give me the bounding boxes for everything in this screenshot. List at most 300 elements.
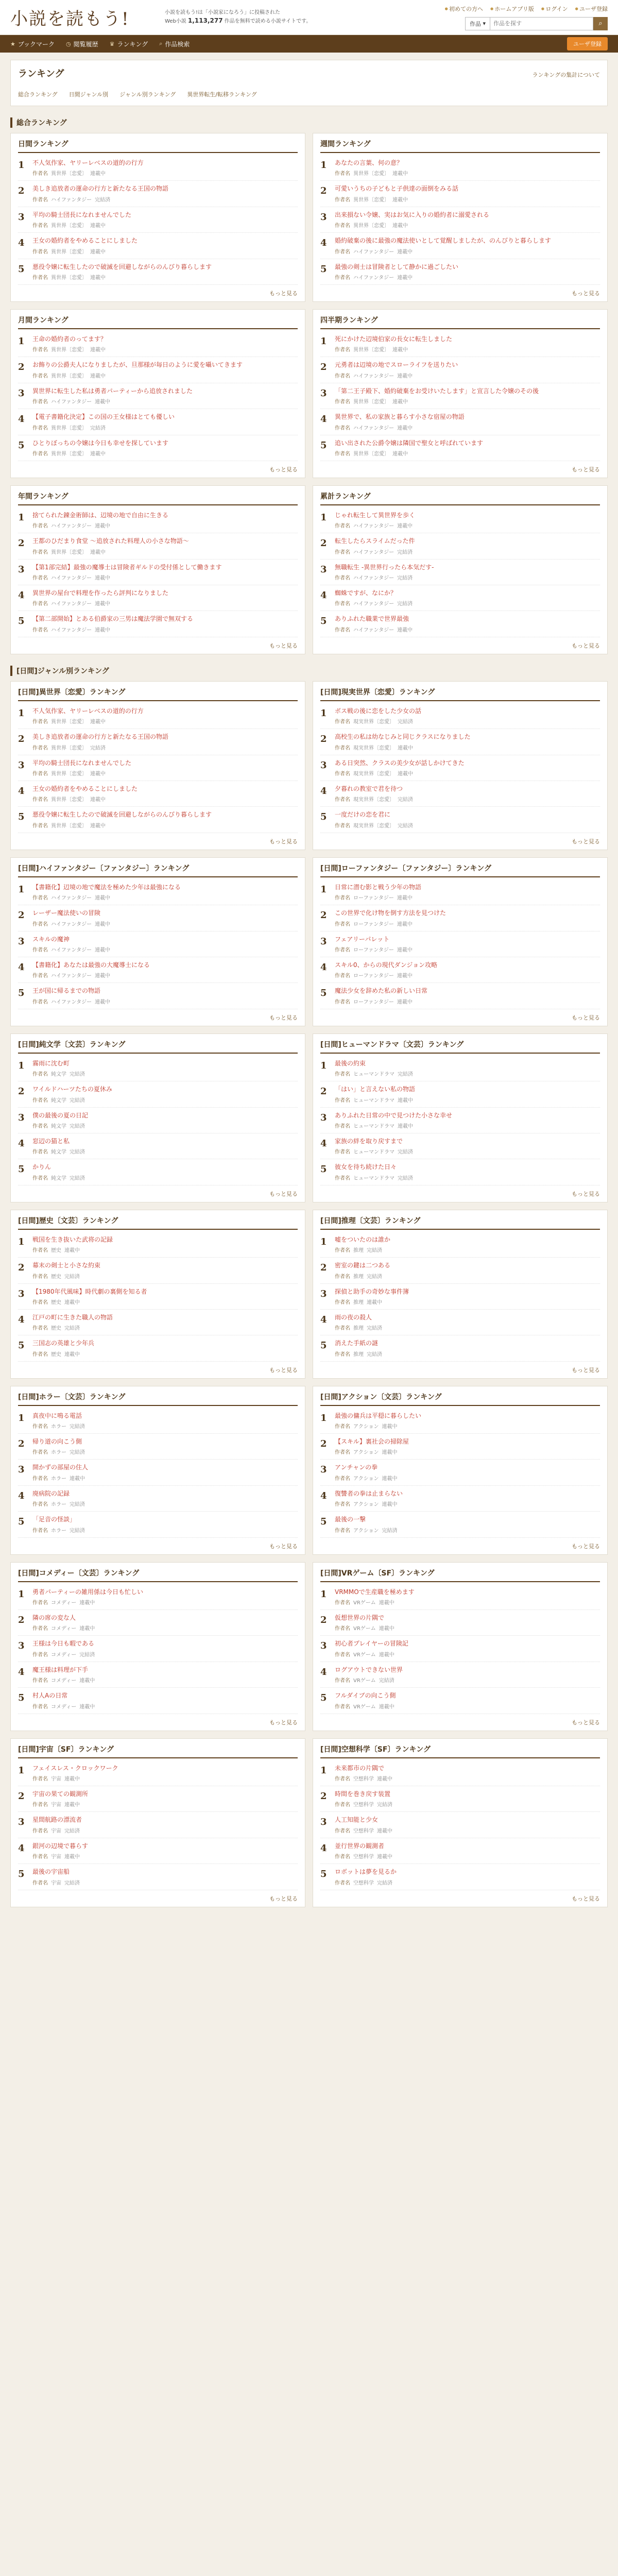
author-link[interactable]: 作者名 — [335, 895, 350, 902]
more-link[interactable]: もっと見る — [269, 642, 298, 649]
tab-overall[interactable]: 総合ランキング — [18, 91, 58, 98]
novel-title-link[interactable]: 江戸の町に生きた職人の物語 — [32, 1313, 113, 1321]
novel-title-link[interactable]: 王命の婚約者のってます？ — [32, 335, 107, 343]
author-link[interactable]: 作者名 — [32, 197, 48, 203]
author-link[interactable]: 作者名 — [335, 249, 350, 255]
more-link[interactable]: もっと見る — [269, 290, 298, 297]
rank-number: 4 — [320, 1138, 327, 1149]
author-link[interactable]: 作者名 — [32, 1351, 48, 1358]
author-link[interactable]: 作者名 — [32, 1424, 48, 1430]
novel-title-link[interactable]: 未来都市の片隅で — [335, 1764, 385, 1772]
author-link[interactable]: 作者名 — [32, 575, 48, 582]
author-link[interactable]: 作者名 — [335, 1248, 350, 1254]
genre-label: コメディー — [51, 1626, 77, 1632]
novel-title-link[interactable]: レーザー魔法使いの冒険 — [32, 909, 101, 917]
novel-meta — [335, 371, 600, 379]
more-link[interactable]: もっと見る — [269, 1190, 298, 1197]
more-link[interactable]: もっと見る — [572, 838, 600, 845]
status-label: 完結済 — [398, 1072, 413, 1078]
more-link[interactable]: もっと見る — [269, 466, 298, 473]
more-link[interactable]: もっと見る — [572, 466, 600, 473]
author-link[interactable]: 作者名 — [32, 1175, 48, 1181]
author-link[interactable]: 作者名 — [335, 823, 350, 829]
novel-title-link[interactable]: 魔王様は料理が下手 — [32, 1666, 89, 1673]
author-link[interactable]: 作者名 — [335, 1351, 350, 1358]
novel-title-link[interactable]: 王様は今日も暇である — [32, 1640, 95, 1648]
author-link[interactable]: 作者名 — [335, 171, 350, 177]
about-ranking-link[interactable]: ランキングの集計について — [532, 72, 600, 78]
author-link[interactable]: 作者名 — [32, 999, 48, 1005]
genre-label: コメディー — [51, 1678, 77, 1684]
novel-title-link[interactable]: 僕の最後の夏の日記 — [32, 1111, 89, 1119]
nav-bookmark[interactable]: ★ ブックマーク — [10, 40, 55, 48]
author-link[interactable]: 作者名 — [335, 1149, 350, 1156]
author-link[interactable]: 作者名 — [32, 1528, 48, 1534]
novel-title-link[interactable]: アンチャンの拳 — [335, 1464, 378, 1471]
ranking-item — [320, 1434, 600, 1460]
novel-title-link[interactable]: 並行世界の観測者 — [335, 1842, 385, 1850]
novel-title-link[interactable]: お飾りの公爵夫人になりましたが、旦那様が毎日のように愛を囁いてきます — [32, 361, 243, 369]
more-link[interactable]: もっと見る — [269, 1719, 298, 1726]
author-link[interactable]: 作者名 — [32, 249, 48, 255]
author-link[interactable]: 作者名 — [32, 745, 48, 751]
novel-title-link[interactable]: 可愛いうちの子どもと子供達の面倒をみる話 — [335, 185, 459, 193]
user-register-button[interactable]: ユーザ登録 — [567, 37, 608, 50]
ranking-item — [18, 1512, 298, 1537]
author-link[interactable]: 作者名 — [32, 1776, 48, 1782]
novel-title-link[interactable]: 彼女を待ち続けた日々 — [335, 1163, 397, 1171]
ranking-item — [18, 1133, 298, 1159]
novel-meta — [32, 1174, 298, 1181]
author-link[interactable]: 作者名 — [32, 947, 48, 953]
novel-title-link[interactable]: 異世界の屋台で料理を作ったら評判になりました — [32, 589, 169, 597]
novel-title-link[interactable]: 悪役令嬢に転生したので破滅を回避しながらのんびり暮らします — [32, 811, 212, 819]
novel-meta — [32, 1878, 298, 1886]
author-link[interactable]: 作者名 — [32, 1626, 48, 1632]
more-link[interactable]: もっと見る — [572, 1366, 600, 1374]
novel-title-link[interactable]: 最後の宇宙船 — [32, 1868, 70, 1876]
novel-title-link[interactable]: 戦国を生き抜いた武将の記録 — [32, 1235, 113, 1243]
novel-title-link[interactable]: 高校生の私は幼なじみと同じクラスになりました — [335, 733, 471, 741]
more-link[interactable]: もっと見る — [572, 290, 600, 297]
author-link[interactable]: 作者名 — [32, 1502, 48, 1508]
author-link[interactable]: 作者名 — [335, 523, 350, 530]
author-link[interactable]: 作者名 — [32, 347, 48, 353]
author-link[interactable]: 作者名 — [32, 1123, 48, 1129]
novel-title-link[interactable]: 人工知能と少女 — [335, 1816, 379, 1824]
nav-history[interactable]: ◷ 閲覧履歴 — [66, 40, 98, 48]
author-link[interactable]: 作者名 — [335, 1828, 350, 1834]
status-label: 完結済 — [64, 1326, 80, 1332]
search-input[interactable] — [490, 17, 593, 30]
author-link[interactable]: 作者名 — [335, 973, 350, 979]
ranking-item — [18, 507, 298, 533]
novel-title-link[interactable]: 窓辺の猫と私 — [32, 1137, 70, 1145]
author-link[interactable]: 作者名 — [335, 347, 350, 353]
author-link[interactable]: 作者名 — [32, 1274, 48, 1280]
more-link[interactable]: もっと見る — [269, 1366, 298, 1374]
genre-label: ホラー — [51, 1502, 66, 1508]
novel-title-link[interactable]: 魔法少女を辞めた私の新しい日常 — [335, 987, 428, 995]
author-link[interactable]: 作者名 — [335, 1776, 350, 1782]
novel-title-link[interactable]: 探偵と助手の奇妙な事件簿 — [335, 1287, 409, 1295]
novel-title-link[interactable]: ワイルドハーツたちの夏休み — [32, 1086, 112, 1093]
novel-title-link[interactable]: 「第二王子殿下、婚約破棄をお受けいたします」と宣言した令嬢のその後 — [335, 387, 539, 395]
author-link[interactable]: 作者名 — [335, 627, 350, 633]
novel-title-link[interactable]: 元勇者は辺境の地でスローライフを送りたい — [335, 361, 458, 369]
novel-title-link[interactable]: 王女の婚約者をやめることにしました — [32, 237, 138, 245]
author-link[interactable]: 作者名 — [335, 275, 350, 281]
author-link[interactable]: 作者名 — [335, 1854, 350, 1860]
novel-title-link[interactable]: 帰り道の向こう側 — [32, 1438, 82, 1446]
author-link[interactable]: 作者名 — [32, 1802, 48, 1808]
novel-title-link[interactable]: 追い出された公爵令嬢は隣国で聖女と呼ばれています — [335, 439, 484, 447]
genre-label: 推理 — [353, 1326, 364, 1332]
link-app[interactable]: ● ホームアプリ版 — [490, 5, 534, 13]
tab-daily-genre[interactable]: 日間ジャンル別 — [68, 91, 109, 98]
novel-title-link[interactable]: フェアリーパレット — [335, 935, 390, 943]
genre-label: VRゲーム — [353, 1652, 376, 1658]
rank-number: 3 — [320, 1817, 327, 1828]
novel-meta — [335, 1702, 600, 1710]
ranking-item — [18, 560, 298, 585]
genre-label: 純文学 — [51, 1123, 66, 1129]
author-link[interactable]: 作者名 — [335, 1704, 350, 1710]
novel-title-link[interactable]: 異世界に転生した私は勇者パーティーから追放されました — [32, 387, 193, 395]
novel-title-link[interactable]: じゃれ転生して異世界を歩く — [335, 511, 416, 519]
author-link[interactable]: 作者名 — [32, 771, 48, 777]
novel-title-link[interactable]: 幕末の剣士と小さな約束 — [32, 1262, 101, 1269]
novel-title-link[interactable]: フルダイブの向こう側 — [335, 1692, 396, 1700]
tab-genre[interactable]: ジャンル別ランキング — [119, 91, 176, 98]
author-link[interactable]: 作者名 — [32, 1476, 48, 1482]
novel-title-link[interactable]: ありふれた職業で世界最強 — [335, 615, 409, 623]
genre-label: ローファンタジー — [353, 921, 394, 927]
novel-title-link[interactable]: 【書籍化】辺境の地で魔法を極めた少年は最強になる — [32, 883, 181, 891]
author-link[interactable]: 作者名 — [335, 771, 350, 777]
status-label: 連載中 — [90, 347, 106, 353]
author-link[interactable]: 作者名 — [335, 1450, 350, 1456]
novel-title-link[interactable]: 銀河の辺境で暮らす — [32, 1842, 89, 1850]
novel-title-link[interactable]: 三国志の英雄と少年兵 — [32, 1340, 95, 1347]
novel-title-link[interactable]: 王都のひだまり食堂 〜追放された料理人の小さな物語〜 — [32, 537, 189, 545]
novel-title-link[interactable]: 死にかけた辺境伯家の長女に転生しました — [335, 335, 453, 343]
novel-title-link[interactable]: 転生したらスライムだった件 — [335, 537, 415, 545]
novel-title-link[interactable]: 村人Aの日常 — [32, 1692, 68, 1700]
author-link[interactable]: 作者名 — [335, 999, 350, 1005]
rank-number: 3 — [320, 936, 327, 947]
novel-title-link[interactable]: 不人気作家、ヤリーレベスの道的の行方 — [32, 707, 144, 715]
novel-title-link[interactable]: この世界で化け物を倒す方法を見つけた — [335, 909, 447, 917]
author-link[interactable]: 作者名 — [335, 197, 350, 203]
novel-title-link[interactable]: フェイスレス・クロックワーク — [32, 1764, 118, 1772]
author-link[interactable]: 作者名 — [335, 1880, 350, 1886]
ranking-item — [18, 1335, 298, 1361]
status-label: 連載中 — [398, 745, 413, 751]
novel-title-link[interactable]: 異世界で、私の家族と暮らす小さな宿屋の物語 — [335, 413, 465, 421]
more-link[interactable]: もっと見る — [572, 1014, 600, 1021]
novel-title-link[interactable]: 密室の鍵は二つある — [335, 1262, 391, 1269]
genre-label: ローファンタジー — [353, 973, 394, 979]
author-link[interactable]: 作者名 — [335, 719, 350, 725]
rank-number: 4 — [320, 1842, 327, 1854]
genre-label: コメディー — [51, 1704, 77, 1710]
rank-number: 2 — [320, 1790, 327, 1802]
novel-title-link[interactable]: 蜘蛛ですが、なにか？ — [335, 589, 397, 597]
novel-title-link[interactable]: 捨てられた錬金術師は、辺境の地で自由に生きる — [32, 511, 169, 519]
novel-title-link[interactable]: ログアウトできない世界 — [335, 1666, 403, 1673]
author-link[interactable]: 作者名 — [335, 1175, 350, 1181]
author-link[interactable]: 作者名 — [335, 1274, 350, 1280]
novel-title-link[interactable]: ひとりぼっちの令嬢は今日も幸せを探しています — [32, 439, 169, 447]
genre-label: 異世界〔恋愛〕 — [51, 223, 87, 229]
genre-label: ハイファンタジー — [51, 895, 92, 902]
author-link[interactable]: 作者名 — [32, 823, 48, 829]
author-link[interactable]: 作者名 — [32, 1704, 48, 1710]
author-link[interactable]: 作者名 — [335, 1299, 350, 1306]
search-type-select[interactable]: 作品 ▾ — [465, 17, 490, 30]
novel-title-link[interactable]: 悪役令嬢に転生したので破滅を回避しながらのんびり暮らします — [32, 263, 212, 270]
more-link[interactable]: もっと見る — [572, 1543, 600, 1550]
novel-title-link[interactable]: 宇宙の果ての観測所 — [32, 1790, 89, 1798]
author-link[interactable]: 作者名 — [32, 223, 48, 229]
novel-title-link[interactable]: 初心者プレイヤーの冒険記 — [335, 1640, 408, 1648]
author-link[interactable]: 作者名 — [32, 1880, 48, 1886]
search-button[interactable] — [593, 17, 608, 30]
author-link[interactable]: 作者名 — [335, 1528, 350, 1534]
author-link[interactable]: 作者名 — [335, 1626, 350, 1632]
author-link[interactable]: 作者名 — [32, 601, 48, 607]
more-link[interactable]: もっと見る — [572, 642, 600, 649]
status-label: 完結済 — [70, 1097, 85, 1104]
novel-title-link[interactable]: 最後の約束 — [335, 1059, 366, 1067]
author-link[interactable]: 作者名 — [32, 425, 48, 431]
ranking-card — [10, 681, 305, 850]
genre-label: 異世界〔恋愛〕 — [51, 771, 87, 777]
novel-title-link[interactable]: 仮想世界の片隅で — [335, 1614, 385, 1622]
novel-title-link[interactable]: VRMMOで生産職を極めます — [335, 1588, 415, 1596]
ranking-item — [320, 1408, 600, 1434]
novel-title-link[interactable]: 【第1部完結】最強の魔導士は冒険者ギルドの受付係として働きます — [32, 563, 222, 571]
more-link[interactable]: もっと見る — [269, 1895, 298, 1902]
author-link[interactable]: 作者名 — [32, 1854, 48, 1860]
ranking-item — [18, 1584, 298, 1610]
novel-title-link[interactable]: 【第二部開始】とある伯爵家の三男は魔法学園で無双する — [32, 615, 194, 623]
author-link[interactable]: 作者名 — [32, 275, 48, 281]
novel-title-link[interactable]: あなたの言葉、何の意？ — [335, 159, 403, 166]
novel-title-link[interactable]: 勇者パーティーの雑用係は今日も忙しい — [32, 1588, 144, 1596]
author-link[interactable]: 作者名 — [335, 425, 350, 431]
author-link[interactable]: 作者名 — [32, 1149, 48, 1156]
novel-title-link[interactable]: 【書籍化】あなたは最強の大魔導士になる — [32, 961, 150, 969]
novel-title-link[interactable]: 「足音の怪談」 — [32, 1516, 76, 1523]
novel-meta — [32, 945, 298, 953]
novel-title-link[interactable]: スキル0、からの現代ダンジョン攻略 — [335, 961, 438, 969]
novel-title-link[interactable]: 霧雨に沈む町 — [32, 1059, 70, 1067]
author-link[interactable]: 作者名 — [32, 627, 48, 633]
more-link[interactable]: もっと見る — [572, 1190, 600, 1197]
author-link[interactable]: 作者名 — [32, 373, 48, 379]
novel-title-link[interactable]: 王が国に帰るまでの物語 — [32, 987, 101, 995]
novel-title-link[interactable]: 消えた手紙の謎 — [335, 1340, 379, 1347]
site-logo[interactable]: 小説を読もう! — [10, 9, 130, 29]
novel-meta — [32, 221, 298, 229]
author-link[interactable]: 作者名 — [32, 1678, 48, 1684]
more-link[interactable]: もっと見る — [269, 838, 298, 845]
author-link[interactable]: 作者名 — [32, 171, 48, 177]
author-link[interactable]: 作者名 — [335, 1072, 350, 1078]
ranking-card-title: [日間]VRゲーム〔SF〕ランキング — [320, 1568, 600, 1582]
ranking-item — [320, 807, 600, 833]
novel-title-link[interactable]: 【電子書籍化決定】この国の王女様はとても優しい — [32, 413, 175, 421]
more-link[interactable]: もっと見る — [572, 1895, 600, 1902]
novel-meta — [335, 1324, 600, 1331]
author-link[interactable]: 作者名 — [32, 1097, 48, 1104]
author-link[interactable]: 作者名 — [335, 373, 350, 379]
author-link[interactable]: 作者名 — [335, 1123, 350, 1129]
novel-title-link[interactable]: ボス戦の後に恋をした少女の話 — [335, 707, 422, 715]
author-link[interactable]: 作者名 — [32, 1450, 48, 1456]
author-link[interactable]: 作者名 — [32, 549, 48, 555]
tab-isekai[interactable]: 異世界転生/転移ランキング — [187, 91, 257, 98]
novel-title-link[interactable]: 平均の騎士団長になれませんでした — [32, 759, 132, 767]
novel-title-link[interactable]: 夕暮れの教室で君を待つ — [335, 785, 403, 793]
author-link[interactable]: 作者名 — [32, 399, 48, 405]
genre-label: VRゲーム — [353, 1626, 376, 1632]
author-link[interactable]: 作者名 — [335, 1802, 350, 1808]
novel-title-link[interactable]: 雨の夜の殺人 — [335, 1313, 372, 1321]
author-link[interactable]: 作者名 — [335, 601, 350, 607]
author-link[interactable]: 作者名 — [32, 895, 48, 902]
nav-search[interactable]: ⌕ 作品検索 — [159, 40, 190, 48]
author-link[interactable]: 作者名 — [335, 575, 350, 582]
author-link[interactable]: 作者名 — [335, 1678, 350, 1684]
novel-title-link[interactable]: 一度だけの恋を君に — [335, 811, 391, 819]
ranking-item — [18, 1408, 298, 1434]
author-link[interactable]: 作者名 — [335, 451, 350, 457]
novel-title-link[interactable]: 家族の絆を取り戻すまで — [335, 1137, 403, 1145]
novel-meta — [32, 195, 298, 203]
novel-title-link[interactable]: 廃病院の記録 — [32, 1489, 70, 1497]
novel-title-link[interactable]: 最後の一撃 — [335, 1516, 366, 1523]
author-link[interactable]: 作者名 — [32, 451, 48, 457]
status-label: 連載中 — [90, 171, 106, 177]
genre-label: ヒューマンドラマ — [353, 1123, 394, 1129]
author-link[interactable]: 作者名 — [335, 1652, 350, 1658]
novel-meta — [32, 1070, 298, 1077]
novel-title-link[interactable]: 嘘をついたのは誰か — [335, 1235, 391, 1243]
novel-title-link[interactable]: 美しき追放者の運命の行方と新たなる王国の物語 — [32, 733, 169, 741]
author-link[interactable]: 作者名 — [335, 1326, 350, 1332]
author-link[interactable]: 作者名 — [32, 797, 48, 803]
more-link[interactable]: もっと見る — [269, 1543, 298, 1550]
novel-title-link[interactable]: ある日突然、クラスの美少女が話しかけてきた — [335, 759, 465, 767]
novel-title-link[interactable]: ロボットは夢を見るか — [335, 1868, 397, 1876]
author-link[interactable]: 作者名 — [335, 1424, 350, 1430]
novel-title-link[interactable]: 星間航路の漂流者 — [32, 1816, 82, 1824]
novel-meta — [32, 423, 298, 431]
status-label: 連載中 — [95, 973, 111, 979]
novel-meta — [335, 1122, 600, 1129]
author-link[interactable]: 作者名 — [335, 223, 350, 229]
author-link[interactable]: 作者名 — [32, 523, 48, 530]
author-link[interactable]: 作者名 — [335, 797, 350, 803]
author-link[interactable]: 作者名 — [32, 1600, 48, 1606]
novel-title-link[interactable]: 【1980年代風味】時代劇の裏側を知る者 — [32, 1287, 147, 1295]
novel-title-link[interactable]: 王女の婚約者をやめることにしました — [32, 785, 138, 793]
ranking-item — [320, 383, 600, 409]
author-link[interactable]: 作者名 — [32, 973, 48, 979]
rank-number: 1 — [18, 707, 25, 719]
author-link[interactable]: 作者名 — [32, 921, 48, 927]
author-link[interactable]: 作者名 — [32, 1828, 48, 1834]
author-link[interactable]: 作者名 — [335, 947, 350, 953]
novel-meta — [335, 1298, 600, 1306]
novel-title-link[interactable]: 真夜中に鳴る電話 — [32, 1412, 82, 1419]
novel-title-link[interactable]: 隣の席の変な人 — [32, 1614, 76, 1622]
author-link[interactable]: 作者名 — [335, 1097, 350, 1104]
author-link[interactable]: 作者名 — [32, 719, 48, 725]
ranking-item — [18, 1760, 298, 1786]
novel-title-link[interactable]: 最強の傭兵は平穏に暮らしたい — [335, 1412, 422, 1419]
author-link[interactable]: 作者名 — [32, 1326, 48, 1332]
nav-ranking[interactable]: ♛ ランキング — [109, 40, 148, 48]
more-link[interactable]: もっと見る — [269, 1014, 298, 1021]
novel-title-link[interactable]: 「はい」と言えない私の物語 — [335, 1086, 416, 1093]
ranking-item — [320, 729, 600, 755]
novel-title-link[interactable]: 婚約破棄の後に最強の魔法使いとして覚醒しましたが、のんびりと暮らします — [335, 237, 552, 245]
novel-title-link[interactable]: かりん — [32, 1163, 52, 1171]
author-link[interactable]: 作者名 — [32, 1652, 48, 1658]
novel-title-link[interactable]: 日常に潜む影と戦う少年の物語 — [335, 883, 422, 891]
link-register[interactable]: ● ユーザ登録 — [575, 5, 608, 13]
novel-title-link[interactable]: 平均の騎士団長になれませんでした — [32, 211, 132, 218]
novel-title-link[interactable]: 復讐者の拳は止まらない — [335, 1489, 403, 1497]
author-link[interactable]: 作者名 — [335, 745, 350, 751]
novel-title-link[interactable]: スキルの魔神 — [32, 935, 70, 943]
ranking-item — [320, 1838, 600, 1864]
novel-title-link[interactable]: 出来損ない令嬢、実はお気に入りの婚約者に溺愛される — [335, 211, 490, 218]
novel-title-link[interactable]: 不人気作家、ヤリーレベスの道的の行方 — [32, 159, 144, 166]
author-link[interactable]: 作者名 — [32, 1299, 48, 1306]
author-link[interactable]: 作者名 — [335, 399, 350, 405]
novel-title-link[interactable]: 【スキル】裏社会の掃除屋 — [335, 1438, 409, 1446]
novel-title-link[interactable]: ありふれた日常の中で見つけた小さな幸せ — [335, 1111, 453, 1119]
genre-label: ローファンタジー — [353, 895, 394, 902]
author-link[interactable]: 作者名 — [335, 1476, 350, 1482]
author-link[interactable]: 作者名 — [335, 921, 350, 927]
novel-title-link[interactable]: 美しき追放者の運命の行方と新たなる王国の物語 — [32, 185, 169, 193]
author-link[interactable]: 作者名 — [335, 549, 350, 555]
link-first-time[interactable]: ● 初めての方へ — [445, 5, 483, 13]
novel-title-link[interactable]: 時間を巻き戻す装置 — [335, 1790, 391, 1798]
ranking-item — [18, 1434, 298, 1460]
genre-label: ハイファンタジー — [353, 601, 394, 607]
link-login[interactable]: ● ログイン — [541, 5, 568, 13]
author-link[interactable]: 作者名 — [335, 1502, 350, 1508]
status-label: 連載中 — [392, 223, 408, 229]
status-label: 連載中 — [95, 947, 111, 953]
novel-title-link[interactable]: 開かずの部屋の住人 — [32, 1464, 89, 1471]
author-link[interactable]: 作者名 — [335, 1600, 350, 1606]
novel-title-link[interactable]: 無職転生 ‐異世界行ったら本気だす‐ — [335, 563, 434, 571]
novel-title-link[interactable]: 最強の剣士は冒険者として静かに過ごしたい — [335, 263, 459, 270]
rank-number: 1 — [18, 884, 25, 895]
more-link[interactable]: もっと見る — [572, 1719, 600, 1726]
author-link[interactable]: 作者名 — [32, 1072, 48, 1078]
author-link[interactable]: 作者名 — [32, 1248, 48, 1254]
rank-number: 3 — [18, 1817, 25, 1828]
